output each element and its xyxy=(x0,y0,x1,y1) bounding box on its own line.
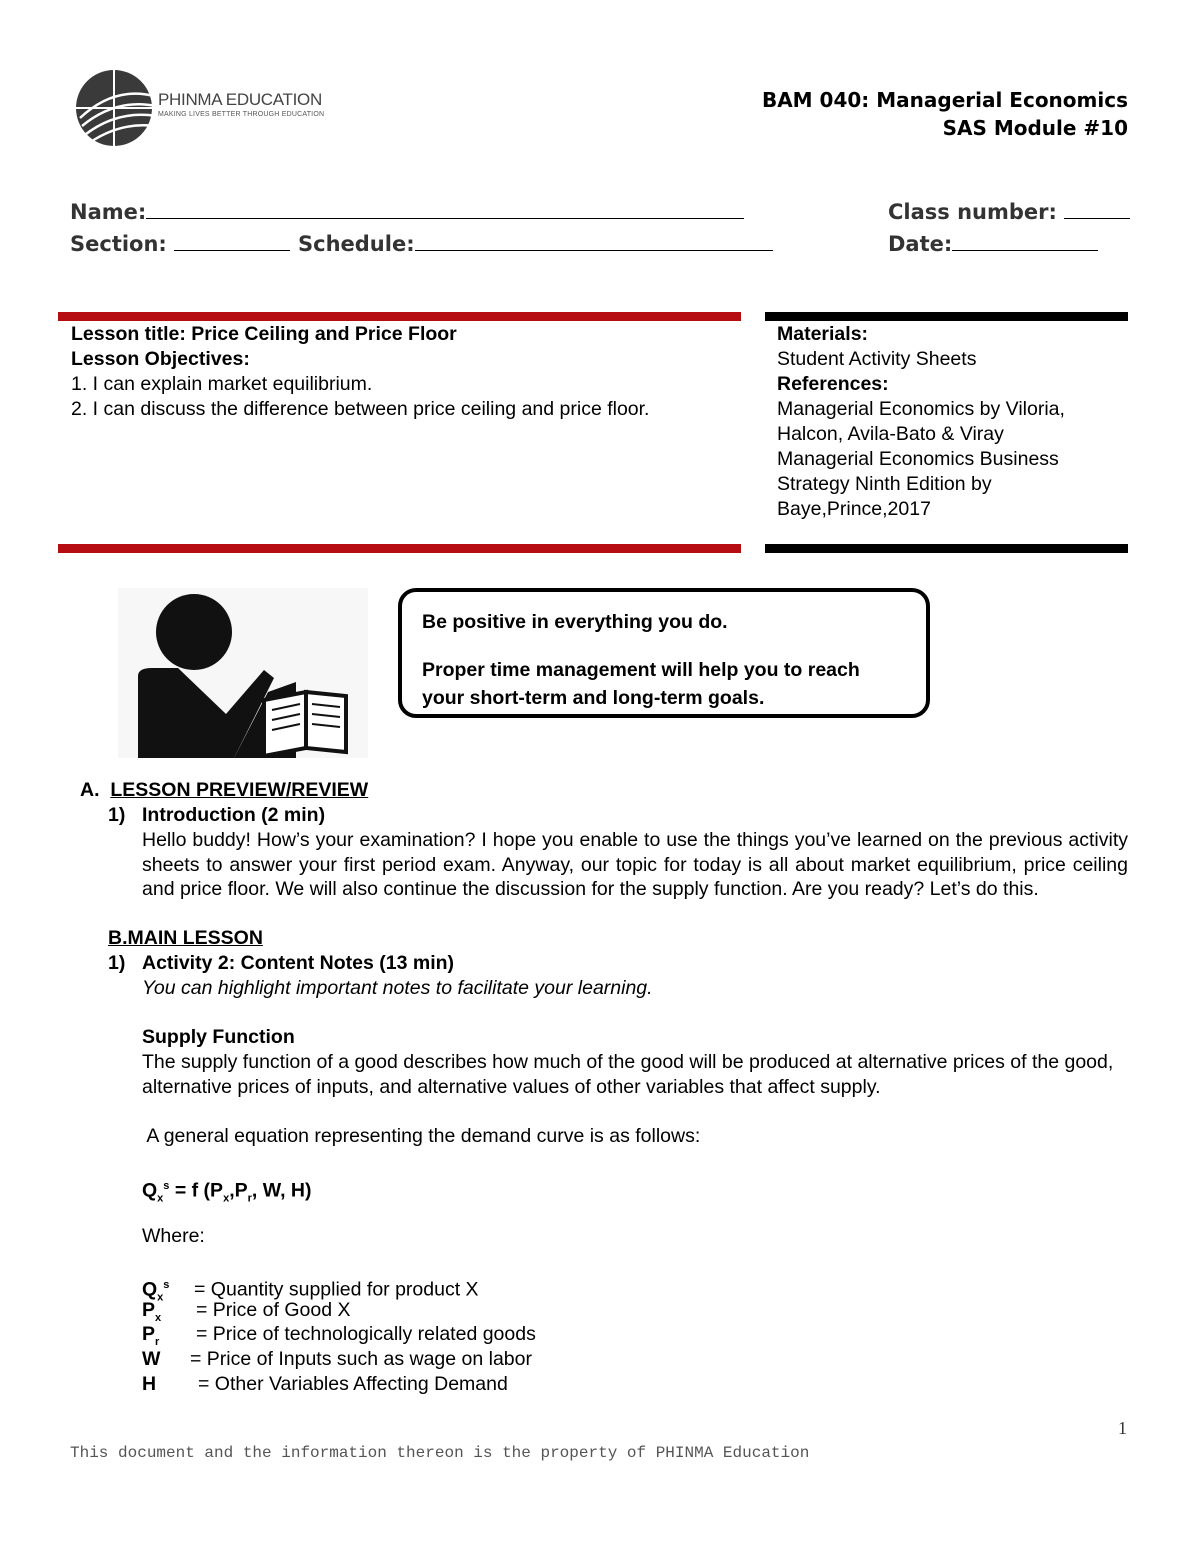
schedule-line[interactable] xyxy=(415,230,773,251)
section-a-heading xyxy=(80,778,368,803)
top-red-divider xyxy=(58,312,741,321)
class-number-field[interactable] xyxy=(888,198,1130,224)
where-label: Where: xyxy=(142,1225,205,1247)
top-black-divider xyxy=(765,312,1128,321)
student-reading-icon xyxy=(118,588,368,758)
section-label: Section: xyxy=(70,232,167,256)
definition-row xyxy=(142,1322,536,1347)
symbol-h: H xyxy=(142,1372,157,1395)
date-line[interactable] xyxy=(952,230,1098,251)
objectives-label: Lesson Objectives: xyxy=(71,348,250,370)
date-field[interactable] xyxy=(888,230,1098,256)
section-a-item-number: 1) xyxy=(108,804,126,826)
definition-text: = Price of Inputs such as wage on labor xyxy=(190,1348,532,1371)
class-number-line[interactable] xyxy=(1064,198,1130,219)
variable-definitions xyxy=(142,1273,536,1396)
schedule-field[interactable] xyxy=(298,230,773,256)
introduction-paragraph: Hello buddy! How’s your examination? I hope you enable to use the things you’ve learned on the previous activity sheets to answer your first period exam. Anyway, our topic for today is all about market equilibrium, price ceiling and price floor. We will also continue the discussion for the supply function. Are you ready? Let’s do this. xyxy=(142,829,1128,901)
objective-item: 1. I can explain market equilibrium. xyxy=(71,373,373,395)
module-number: SAS Module #10 xyxy=(942,116,1128,140)
lesson-info xyxy=(71,322,741,422)
name-field[interactable] xyxy=(70,198,744,224)
materials-value: Student Activity Sheets xyxy=(777,348,977,370)
definition-text: = Price of technologically related goods xyxy=(196,1323,536,1346)
bottom-black-divider xyxy=(765,544,1128,553)
lesson-title-label: Lesson title: xyxy=(71,323,186,345)
materials-info xyxy=(777,322,1127,522)
definition-row xyxy=(142,1372,536,1397)
logo-name: PHINMA EDUCATION xyxy=(158,90,322,109)
materials-label: Materials: xyxy=(777,323,869,345)
quote-line-2: Proper time management will help you to reach your short-term and long-term goals. xyxy=(422,659,860,709)
date-label: Date: xyxy=(888,232,953,256)
reference-line: Managerial Economics by Viloria, xyxy=(777,398,1065,420)
symbol-qxs: $Q_x^s$ xyxy=(142,1278,170,1304)
reference-line: Halcon, Avila-Bato & Viray xyxy=(777,423,1004,445)
lesson-title xyxy=(71,322,741,347)
footer-note: This document and the information thereon is the property of PHINMA Education xyxy=(70,1444,810,1462)
bottom-red-divider xyxy=(58,544,741,553)
references-label: References: xyxy=(777,373,889,395)
definition-text: = Other Variables Affecting Demand xyxy=(198,1372,508,1395)
definition-text: = Price of Good X xyxy=(196,1298,351,1321)
supply-equation: $Q_x^s = f$ ($P_x,P_r$, W, H) xyxy=(142,1179,312,1205)
symbol-w: W xyxy=(142,1348,161,1371)
section-a-title: LESSON PREVIEW/REVIEW xyxy=(110,779,369,801)
class-number-label: Class number: xyxy=(888,200,1057,224)
supply-function-paragraph: The supply function of a good describes how much of the good will be produced at alternative prices of the good, alternative prices of inputs, and alternative values of other variables that affect supply. xyxy=(142,1051,1114,1098)
section-b-item-title: Activity 2: Content Notes (13 min) xyxy=(142,952,455,974)
page-number: 1 xyxy=(1118,1418,1127,1438)
highlight-note: You can highlight important notes to facilitate your learning. xyxy=(142,977,653,999)
phinma-logo xyxy=(70,66,340,150)
objective-item: 2. I can discuss the difference between price ceiling and price floor. xyxy=(71,398,650,420)
reference-line: Managerial Economics Business xyxy=(777,448,1059,470)
schedule-label: Schedule: xyxy=(298,232,415,256)
equation-intro: A general equation representing the demand curve is as follows: xyxy=(142,1125,701,1147)
quote-line-1: Be positive in everything you do. xyxy=(422,611,728,633)
symbol-px: $P_x$ xyxy=(142,1298,162,1324)
motivational-quote-box xyxy=(398,588,930,718)
definition-text: = Quantity supplied for product X xyxy=(194,1278,479,1301)
reference-line: Baye,Prince,2017 xyxy=(777,498,931,520)
section-a-label: A. xyxy=(80,779,100,801)
course-title: BAM 040: Managerial Economics xyxy=(761,88,1128,112)
section-field[interactable] xyxy=(70,230,290,256)
definition-row xyxy=(142,1273,536,1304)
symbol-pr: $P_r$ xyxy=(142,1323,160,1349)
section-a-item-title: Introduction (2 min) xyxy=(142,804,326,826)
logo-tagline: MAKING LIVES BETTER THROUGH EDUCATION xyxy=(158,111,325,118)
name-line[interactable] xyxy=(146,198,744,219)
section-b-item-number: 1) xyxy=(108,952,126,974)
section-line[interactable] xyxy=(174,230,290,251)
section-b-title: B.MAIN LESSON xyxy=(108,927,263,949)
definition-row xyxy=(142,1298,536,1323)
definition-row xyxy=(142,1347,536,1372)
supply-function-heading: Supply Function xyxy=(142,1026,295,1048)
reference-line: Strategy Ninth Edition by xyxy=(777,473,992,495)
name-label: Name: xyxy=(70,200,147,224)
lesson-title-value: Price Ceiling and Price Floor xyxy=(191,323,457,345)
logo-globe-icon xyxy=(70,66,158,150)
